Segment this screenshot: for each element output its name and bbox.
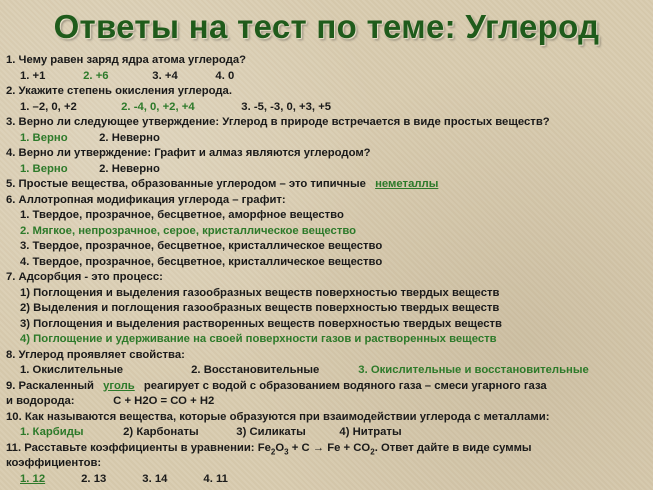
question-2-options [6, 100, 650, 116]
question-2: 2. Укажите степень окисления углерода. [6, 85, 232, 97]
q7-option-4-correct: 4) Поглощение и удерживание на своей поверхности газов и растворенных веществ [20, 333, 497, 345]
q6-option-2-correct: 2. Мягкое, непрозрачное, серое, кристаллическое вещество [20, 224, 357, 237]
q7-option-3: 3) Поглощения и выделения растворенных веществ поверхностью твердых веществ [20, 317, 502, 330]
q3-option-1-correct: 1. Верно [20, 131, 68, 144]
page-title: Ответы на тест по теме: Углерод [53, 8, 600, 45]
q11-text-d: . Ответ дайте в виде суммы [374, 441, 532, 454]
q6-option-3: 3. Твердое, прозрачное, бесцветное, кристаллическое вещество [20, 240, 383, 252]
q10-option-3: 3) Силикаты [236, 426, 306, 438]
question-4: 4. Верно ли утверждение: Графит и алмаз являются углеродом? [6, 147, 371, 159]
q11-option-3: 3. 14 [142, 472, 168, 485]
q1-option-3: 3. +4 [152, 69, 178, 82]
q10-option-2: 2) Карбонаты [123, 426, 199, 438]
question-9-cont [6, 394, 650, 410]
q10-option-1-correct: 1. Карбиды [20, 426, 84, 438]
q9-text-b: реагирует с водой с образованием водяного газа – смеси угарного газа [143, 379, 547, 392]
q2-option-3: 3. -5, -3, 0, +3, +5 [241, 100, 332, 113]
q4-option-2: 2. Неверно [99, 162, 160, 175]
q6-option-1: 1. Твердое, прозрачное, бесцветное, аморфное вещество [20, 209, 344, 221]
q11-option-1-correct: 1. 12 [20, 472, 46, 485]
q11-text-b: O [275, 441, 285, 454]
q11-text-e: коэффициентов: [6, 457, 102, 469]
q11-option-4: 4. 11 [203, 472, 228, 485]
q7-option-1: 1) Поглощения и выделения газообразных веществ поверхностью твердых веществ [20, 286, 500, 299]
q3-option-2: 2. Неверно [99, 131, 160, 144]
question-9 [6, 379, 650, 395]
q9-text-c: и водорода: [6, 395, 75, 407]
question-7: 7. Адсорбция - это процесс: [6, 271, 163, 283]
q11-text-c: + C → Fe + CO [288, 441, 371, 454]
question-11-options [6, 472, 650, 488]
question-10: 10. Как называются вещества, которые образуются при взаимодействии углерода с металлами: [6, 410, 550, 423]
question-1: 1. Чему равен заряд ядра атома углерода? [6, 54, 247, 66]
q2-option-2-correct: 2. -4, 0, +2, +4 [121, 100, 195, 113]
q8-option-2: 2. Восстановительные [191, 364, 320, 376]
q11-text-a: 11. Расставьте коэффициенты в уравнении: Fe [6, 441, 271, 454]
q4-option-1-correct: 1. Верно [20, 162, 68, 175]
question-5 [6, 177, 650, 193]
q10-option-4: 4) Нитраты [339, 426, 402, 438]
q6-option-4: 4. Твердое, прозрачное, бесцветное, кристаллическое вещество [20, 255, 383, 268]
q8-option-1: 1. Окислительные [20, 364, 124, 376]
q5-answer-correct: неметаллы [375, 178, 439, 190]
question-6: 6. Аллотропная модификация углерода – графит: [6, 193, 286, 206]
question-1-options [6, 69, 650, 85]
question-8-options [6, 363, 650, 379]
question-10-options [6, 425, 650, 441]
q11-sub-3: 2 [370, 446, 375, 456]
q1-option-2-correct: 2. +6 [83, 69, 109, 82]
question-3: 3. Верно ли следующее утверждение: Углерод в природе встречается в виде простых веществ? [6, 116, 550, 128]
q8-option-3-correct: 3. Окислительные и восстановительные [358, 364, 589, 376]
q11-sub-2: 3 [284, 446, 289, 456]
q9-equation: С + Н2О = СО + Н2 [113, 395, 215, 407]
q7-option-2: 2) Выделения и поглощения газообразных веществ поверхностью твердых веществ [20, 302, 500, 314]
q11-option-2: 2. 13 [81, 472, 107, 485]
q9-answer-correct: уголь [103, 379, 135, 392]
q9-text-a: 9. Раскаленный [6, 379, 94, 392]
question-4-options [6, 162, 650, 178]
q1-option-1: 1. +1 [20, 69, 46, 82]
question-8: 8. Углерод проявляет свойства: [6, 348, 185, 361]
q1-option-4: 4. 0 [215, 69, 235, 82]
q5-text: 5. Простые вещества, образованные углеродом – это типичные [6, 178, 366, 190]
question-3-options [6, 131, 650, 147]
answers-list [6, 53, 650, 487]
question-11 [6, 441, 650, 457]
q11-sub-1: 2 [270, 446, 276, 456]
q2-option-1: 1. –2, 0, +2 [20, 100, 77, 113]
